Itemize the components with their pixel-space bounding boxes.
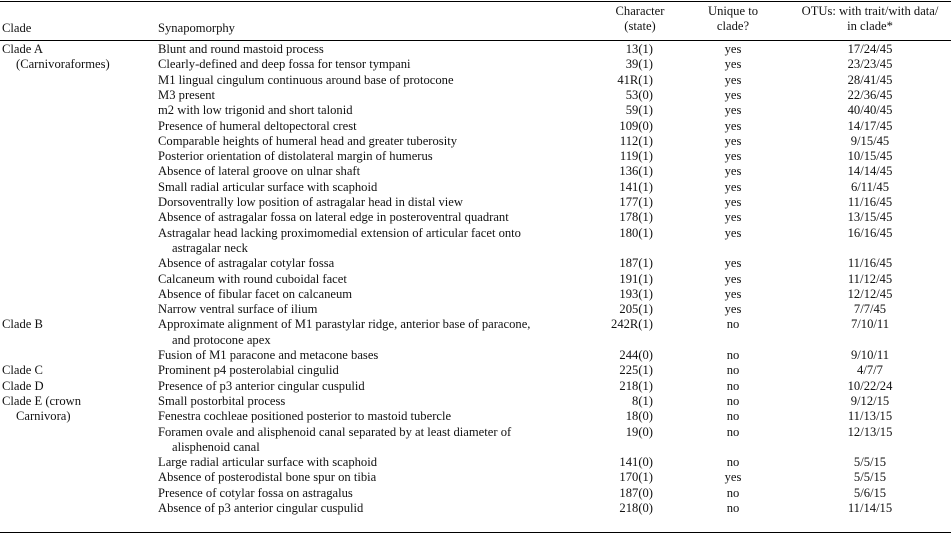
header-unique-line1: Unique to [707,4,759,18]
cell-clade [2,379,152,394]
cell-synapomorphy [158,470,588,485]
synapomorphy-line: alisphenoid canal [172,439,260,454]
synapomorphy-line: Absence of p3 anterior cingular cuspulid [158,501,364,515]
cell-character: 18(0) [625,409,653,424]
cell-character: 193(1) [619,286,653,301]
cell-synapomorphy [158,88,588,103]
header-character-line2: (state) [624,18,656,33]
cell-unique: no [726,317,740,332]
cell-character: 218(0) [619,501,653,515]
cell-synapomorphy [158,486,588,501]
cell-synapomorphy [158,42,588,57]
cell-unique: yes [724,179,742,194]
cell-synapomorphy [158,317,588,348]
header-character [595,4,685,36]
cell-unique: no [726,485,740,500]
synapomorphy-line: M3 present [158,87,216,102]
cell-unique: yes [724,57,742,72]
cell-otus: 13/15/45 [847,210,893,225]
cell-unique: no [726,424,740,439]
synapomorphy-line: and protocone apex [172,332,271,347]
synapomorphy-line: Presence of cotylar fossa on astragalus [158,485,353,500]
cell-synapomorphy [158,272,588,287]
cell-otus: 9/10/11 [850,348,889,362]
cell-otus: 9/15/45 [850,133,890,148]
cell-character: 191(1) [619,271,653,286]
cell-synapomorphy [158,287,588,302]
cell-clade [2,42,152,73]
cell-character: 141(0) [619,455,653,470]
cell-synapomorphy [158,409,588,424]
synapomorphy-line: Clearly-defined and deep fossa for tensor tympani [158,57,411,72]
cell-otus: 10/22/24 [847,378,893,393]
cell-otus: 5/5/15 [853,470,887,485]
cell-character: 53(0) [625,87,653,102]
cell-unique: yes [724,149,742,164]
cell-otus: 11/12/45 [847,271,893,286]
cell-otus: 11/14/15 [847,501,893,515]
cell-synapomorphy [158,394,588,409]
synapomorphy-line: Small postorbital process [158,393,286,408]
cell-unique: yes [724,133,742,148]
cell-clade [2,317,152,332]
synapomorphy-line: Fusion of M1 paracone and metacone bases [158,348,379,362]
cell-unique: no [726,409,740,424]
cell-synapomorphy [158,164,588,179]
synapomorphy-line: M1 lingual cingulum continuous around base of protocone [158,72,454,87]
cell-character: 141(1) [619,179,653,194]
cell-unique: yes [724,87,742,102]
cell-synapomorphy [158,210,588,225]
cell-otus: 7/10/11 [850,317,889,332]
cell-character: 119(1) [619,149,653,164]
clade-line: Clade C [2,363,43,378]
cell-otus: 5/6/15 [853,485,887,500]
cell-character: 205(1) [619,302,653,317]
cell-character: 177(1) [619,195,653,209]
cell-synapomorphy [158,57,588,72]
cell-synapomorphy [158,501,588,516]
cell-character: 244(0) [619,348,653,362]
cell-character: 19(0) [625,424,653,439]
cell-otus: 16/16/45 [847,225,893,240]
cell-clade [2,363,152,378]
synapomorphy-line: Narrow ventral surface of ilium [158,302,318,317]
synapomorphy-line: astragalar neck [172,240,248,255]
cell-otus: 5/5/15 [853,455,887,470]
cell-otus: 4/7/7 [857,363,883,378]
header-otus-line2: in clade* [847,18,893,33]
cell-otus: 9/12/15 [850,393,890,408]
cell-otus: 40/40/45 [847,103,893,118]
cell-otus: 28/41/45 [847,72,893,87]
synapomorphy-line: Foramen ovale and alisphenoid canal separated by at least diameter of [158,424,512,439]
synapomorphy-line: Comparable heights of humeral head and greater tuberosity [158,133,457,148]
cell-character: 39(1) [625,57,653,72]
cell-synapomorphy [158,195,588,210]
cell-character: 225(1) [619,363,653,378]
cell-otus: 22/36/45 [847,87,893,102]
cell-character: 187(1) [619,256,653,271]
cell-synapomorphy [158,149,588,164]
header-unique [688,4,778,36]
clade-line: Clade D [2,378,44,393]
header-character-line1: Character [615,4,665,18]
synapomorphy-line: Absence of astragalar cotylar fossa [158,256,335,271]
cell-otus: 7/7/45 [853,302,887,317]
synapomorphy-line: Absence of posterodistal bone spur on tibia [158,470,377,485]
cell-otus: 17/24/45 [847,42,893,56]
synapomorphy-line: Presence of humeral deltopectoral crest [158,118,357,133]
header-otus [795,4,945,36]
synapomorphy-line: Presence of p3 anterior cingular cuspulid [158,378,365,393]
cell-unique: no [726,363,740,378]
cell-synapomorphy [158,134,588,149]
cell-unique: no [726,393,740,408]
cell-character: 8(1) [632,393,653,408]
clade-line: Clade B [2,317,43,332]
synapomorphy-line: Small radial articular surface with scaphoid [158,179,378,194]
cell-unique: yes [724,302,742,317]
table-top-rule [0,1,951,2]
cell-unique: yes [724,271,742,286]
cell-synapomorphy [158,379,588,394]
cell-unique: no [726,455,740,470]
cell-character: 41R(1) [617,72,653,87]
cell-synapomorphy [158,256,588,271]
cell-synapomorphy [158,348,588,363]
cell-clade [2,394,152,425]
cell-otus: 12/12/45 [847,286,893,301]
cell-synapomorphy [158,226,588,257]
cell-character: 136(1) [619,164,653,179]
synapomorphy-line: Posterior orientation of distolateral margin of humerus [158,149,433,164]
clade-line: Clade E (crown [2,393,82,408]
cell-unique: yes [724,210,742,225]
synapomorphy-line: Prominent p4 posterolabial cingulid [158,363,339,378]
synapomorphy-line: Dorsoventrally low position of astragalar head in distal view [158,195,463,209]
cell-synapomorphy [158,180,588,195]
header-clade: Clade [2,21,32,35]
cell-otus: 11/16/45 [847,256,893,271]
cell-otus: 10/15/45 [847,149,893,164]
header-rule [0,40,951,41]
cell-synapomorphy [158,73,588,88]
cell-synapomorphy [158,455,588,470]
cell-unique: no [726,378,740,393]
cell-otus: 11/13/15 [847,409,893,424]
synapomorphy-line: Absence of lateral groove on ulnar shaft [158,164,361,179]
cell-otus: 14/17/45 [847,118,893,133]
cell-unique: yes [724,118,742,133]
cell-synapomorphy [158,425,588,456]
cell-synapomorphy [158,103,588,118]
cell-character: 109(0) [619,118,653,133]
cell-unique: yes [724,256,742,271]
cell-otus: 23/23/45 [847,57,893,72]
cell-character: 187(0) [619,485,653,500]
header-synapomorphy: Synapomorphy [158,21,235,35]
synapomorphy-line: Approximate alignment of M1 parastylar ridge, anterior base of paracone, [158,317,531,332]
synapomorphy-line: Blunt and round mastoid process [158,42,324,56]
header-otus-line1: OTUs: with trait/with data/ [801,4,939,18]
cell-unique: yes [724,286,742,301]
cell-unique: no [726,501,740,515]
cell-character: 180(1) [619,225,653,240]
cell-character: 218(1) [619,378,653,393]
cell-character: 59(1) [625,103,653,118]
cell-character: 112(1) [619,133,653,148]
synapomorphy-line: Large radial articular surface with scaphoid [158,455,378,470]
cell-synapomorphy [158,302,588,317]
cell-character: 178(1) [619,210,653,225]
cell-unique: yes [724,164,742,179]
synapomorphy-line: Calcaneum with round cuboidal facet [158,271,347,286]
cell-unique: yes [724,225,742,240]
cell-synapomorphy [158,363,588,378]
synapomorphy-line: Astragalar head lacking proximomedial extension of articular facet onto [158,225,521,240]
cell-otus: 11/16/45 [847,195,893,209]
cell-character: 170(1) [619,470,653,485]
cell-otus: 12/13/15 [847,424,893,439]
clade-line: (Carnivoraformes) [16,57,110,72]
header-unique-line2: clade? [716,18,750,33]
synapomorphy-line: m2 with low trigonid and short talonid [158,103,353,118]
cell-unique: yes [724,195,742,209]
cell-unique: yes [724,42,742,56]
synapomorphy-line: Absence of astragalar fossa on lateral edge in posteroventral quadrant [158,210,509,225]
clade-line: Carnivora) [16,409,71,424]
cell-character: 242R(1) [611,317,653,332]
clade-line: Clade A [2,42,43,56]
synapomorphy-line: Fenestra cochleae positioned posterior to mastoid tubercle [158,409,452,424]
cell-synapomorphy [158,119,588,134]
cell-otus: 6/11/45 [850,179,889,194]
cell-character: 13(1) [625,42,653,56]
cell-unique: no [726,348,740,362]
table-bottom-rule [0,532,951,533]
cell-otus: 14/14/45 [847,164,893,179]
synapomorphy-line: Absence of fibular facet on calcaneum [158,286,353,301]
cell-unique: yes [724,103,742,118]
cell-unique: yes [724,72,742,87]
cell-unique: yes [724,470,742,485]
